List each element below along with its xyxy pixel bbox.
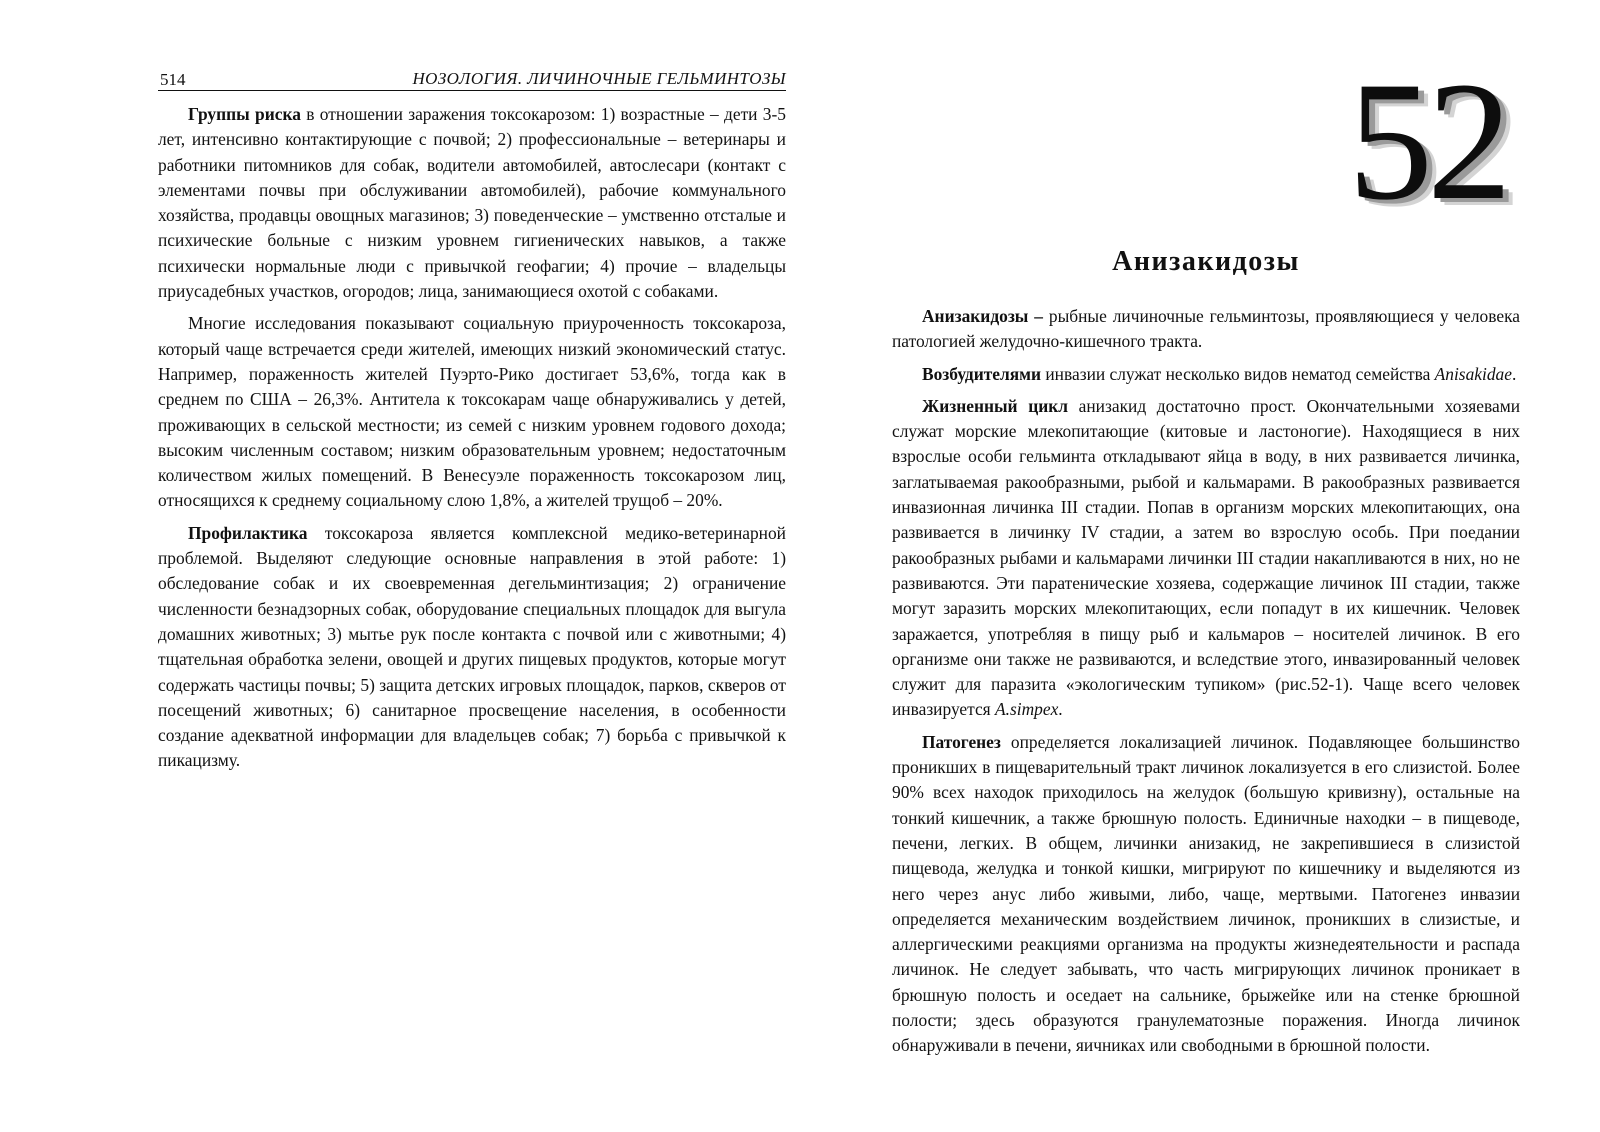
paragraph-pathogenesis xyxy=(892,730,1520,1059)
paragraph-lead: Профилактика xyxy=(188,522,308,543)
right-page xyxy=(800,0,1600,1132)
paragraph-lead: Возбудителями xyxy=(922,363,1042,384)
paragraph-life-cycle xyxy=(892,394,1520,723)
paragraph-body: определяется локализацией личинок. Подавляющее большинство проникших в пищеварительный тракт личинок локализуется в его слизистой. Более 90% всех находок приходилось на желудок (большую кривизну), остальные на тонкий кишечник, а также брюшную полость. Единичные находки – в пищеводе, печени, легких. В общем, личинки анизакид, не закрепившиеся в слизистой пищевода, желудка и тонкой кишки, мигрируют по кишечнику и выделяются из него через анус либо живыми, либо, чаще, мертвыми. Патогенез инвазии определяется механическим воздействием личинок, проникших в слизистые, и аллергическими реакциями организма на продукты жизнедеятельности и распада личинок. Не следует забывать, что часть мигрирующих личинок проникает в брюшную полость и оседает на сальнике, брыжейке или на стенке брюшной полости; здесь образуются гранулематозные поражения. Иногда личинок обнаруживали в печени, яичниках или свободными в брюшной полости. xyxy=(892,731,1520,1056)
paragraph-italic-term: Anisakidae xyxy=(1434,363,1512,384)
paragraph-lead: Патогенез xyxy=(922,731,1001,752)
paragraph-pathogens xyxy=(892,362,1520,387)
running-head xyxy=(158,66,786,91)
paragraph-prevention xyxy=(158,521,786,774)
chapter-number: 52 xyxy=(1348,47,1506,235)
paragraph-body: анизакид достаточно прост. Окончательными хозяевами служат морские млекопитающие (китовые и ластоногие). Находящиеся в них взрослые особи гельминта откладывают яйца в воду, в них развивается личинка, заглатываемая ракообразными, рыбой и кальмарами. В ракообразных развивается инвазионная личинка III стадии. Попав в организм морских млекопитающих, она развивается в личинку IV стадии, а затем во взрослую особь. При поедании ракообразных рыбами и кальмарами личинки III стадии накапливаются в них, но не развиваются. Эти паратенические хозяева, содержащие личинок III стадии, также могут заразить морских млекопитающих, если попадут в их кишечник. Человек заражается, употребляя в пищу рыб и кальмаров – носителей личинок. В его организме они также не развиваются, и вследствие этого, инвазированный человек служит для паразита «экологическим тупиком» (рис.52-1). Чаще всего человек инвазируется xyxy=(892,395,1521,720)
left-body-text xyxy=(158,102,786,781)
running-head-title: НОЗОЛОГИЯ. ЛИЧИНОЧНЫЕ ГЕЛЬМИНТОЗЫ xyxy=(412,69,786,88)
paragraph-body: рыбные личиночные гельминтозы, проявляющиеся у человека патологией желудочно-кишечного тракта. xyxy=(892,306,1520,352)
paragraph-body: инвазии служат несколько видов нематод семейства xyxy=(1041,363,1435,384)
paragraph-tail: . xyxy=(1058,699,1063,720)
paragraph-lead: Анизакидозы – xyxy=(922,306,1043,326)
paragraph-body: токсокароза является комплексной медико-ветеринарной проблемой. Выделяют следующие основные направления в этой работе: 1) обследование собак и их своевременная дегельминтизация; 2) ограничение численности безнадзорных собак, оборудование специальных площадок для выгула домашних животных; 3) мытье рук после контакта с почвой или с животными; 4) тщательная обработка зелени, овощей и других пищевых продуктов, которые могут содержать частицы почвы; 5) защита детских игровых площадок, парков, скверов от посещений животных; 6) санитарное просвещение населения, в особенности создание адекватной информации для владельцев собак; 7) борьба с привычкой к пикацизму. xyxy=(158,522,786,771)
paragraph-risk-groups xyxy=(158,102,786,304)
paragraph-lead: Жизненный цикл xyxy=(922,395,1069,416)
paragraph-body: в отношении заражения токсокарозом: 1) возрастные – дети 3-5 лет, интенсивно контактирующие с почвой; 2) профессиональные – ветеринары и работники питомников для собак, водители автомобилей, автослесари (контакт с элементами почвы при обслуживании автомобилей), рабочие коммунального хозяйства, продавцы овощных магазинов; 3) поведенческие – умственно отсталые и психические больные с низким уровнем гигиенических навыков, а также психически нормальные люди с привычкой геофагии; 4) прочие – владельцы приусадебных участков, огородов; лица, занимающиеся охотой с собаками. xyxy=(158,104,786,302)
paragraph-lead: Группы риска xyxy=(188,104,301,124)
paragraph-tail: . xyxy=(1511,363,1517,384)
paragraph-social-factors xyxy=(158,311,786,513)
paragraph-definition xyxy=(892,304,1520,355)
page-number: 514 xyxy=(160,70,186,89)
paragraph-italic-term: A.simpex xyxy=(995,699,1059,720)
right-body-text xyxy=(892,304,1520,1066)
chapter-title: Анизакидозы xyxy=(1112,246,1300,277)
paragraph-body: Многие исследования показывают социальную приуроченность токсокароза, который чаще встречается среди жителей, имеющих низкий экономический статус. Например, пораженность жителей Пуэрто-Рико достигает 53,6%, тогда как в среднем по США – 26,3%. Антитела к токсокарам чаще обнаруживались у детей, проживающих в сельской местности; из семей с низким уровнем годового дохода; высоким численным составом; низким образовательным уровнем; недостаточным количеством жилых помещений. В Венесуэле пораженность токсокарозом лиц, относящихся к среднему социальному слою 1,8%, а жителей трущоб – 20%. xyxy=(158,313,786,511)
